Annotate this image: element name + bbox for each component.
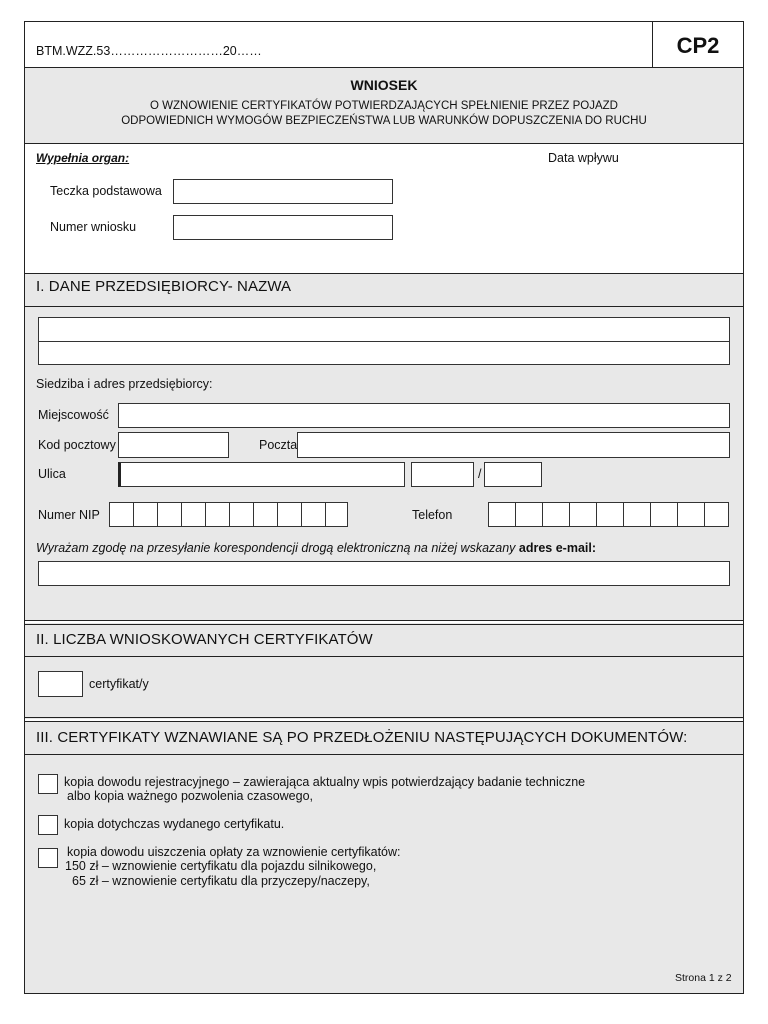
rule-sec2-end <box>24 717 744 718</box>
rule-sec3-start <box>24 721 744 722</box>
apartment-number-field[interactable] <box>484 462 542 487</box>
section2-heading: II. LICZBA WNIOSKOWANYCH CERTYFIKATÓW <box>36 631 373 648</box>
registration-copy-checkbox[interactable] <box>38 774 58 794</box>
postcode-label: Kod pocztowy <box>38 438 116 452</box>
previous-certificate-text: kopia dotychczas wydanego certyfikatu. <box>64 817 285 831</box>
nip-label: Numer NIP <box>38 508 100 522</box>
section1-heading: I. DANE PRZEDSIĘBIORCY- NAZWA <box>36 278 292 295</box>
ref-dots: ……………………… <box>110 44 223 58</box>
ref-year: 20…… <box>222 44 262 58</box>
rule-sec1-end <box>24 620 744 621</box>
city-field[interactable] <box>118 403 730 428</box>
file-field[interactable] <box>173 179 393 204</box>
payment-proof-text-2: 150 zł – wznowienie certyfikatu dla pojazdu silnikowego, <box>65 859 377 873</box>
payment-proof-checkbox[interactable] <box>38 848 58 868</box>
email-consent-text <box>36 541 596 555</box>
reference-number <box>36 44 262 58</box>
post-office-label: Poczta <box>259 438 298 452</box>
form-code: CP2 <box>676 33 720 58</box>
number-separator: / <box>478 467 482 481</box>
page-number: Strona 1 z 2 <box>675 972 732 984</box>
phone-label: Telefon <box>412 508 453 522</box>
certificate-count-suffix: certyfikat/y <box>89 677 149 691</box>
application-number-label: Numer wniosku <box>50 220 137 234</box>
email-consent-statement: Wyrażam zgodę na przesyłanie korespondencji drogą elektroniczną na niżej wskazany <box>36 541 516 555</box>
city-label: Miejscowość <box>38 408 109 422</box>
company-name-field-1[interactable] <box>38 317 730 342</box>
company-name-field-2[interactable] <box>38 341 730 365</box>
nip-field[interactable] <box>109 502 348 527</box>
rule-title <box>24 143 744 144</box>
date-received-label: Data wpływu <box>548 151 619 165</box>
rule-sec1-head <box>24 306 744 307</box>
post-office-field[interactable] <box>297 432 730 458</box>
payment-proof-text-1: kopia dowodu uiszczenia opłaty za wznowienie certyfikatów: <box>67 845 401 859</box>
email-consent-bold: adres e-mail: <box>518 541 597 555</box>
building-number-field[interactable] <box>411 462 474 487</box>
rule-office <box>24 273 744 274</box>
file-label: Teczka podstawowa <box>50 184 162 198</box>
rule-sec3-head <box>24 754 744 755</box>
ref-prefix: BTM.WZZ.53 <box>36 44 111 58</box>
form-subtitle-line2: ODPOWIEDNICH WYMOGÓW BEZPIECZEŃSTWA LUB WARUNKÓW DOPUSZCZENIA DO RUCHU <box>121 115 647 127</box>
rule-header <box>24 67 744 68</box>
form-subtitle-line1: O WZNOWIENIE CERTYFIKATÓW POTWIERDZAJĄCYCH SPEŁNIENIE PRZEZ POJAZD <box>150 100 618 112</box>
section3-heading: III. CERTYFIKATY WZNAWIANE SĄ PO PRZEDŁOŻENIU NASTĘPUJĄCYCH DOKUMENTÓW: <box>36 729 688 746</box>
street-field[interactable] <box>118 462 405 487</box>
email-field[interactable] <box>38 561 730 586</box>
phone-field[interactable] <box>488 502 729 527</box>
certificate-count-field[interactable] <box>38 671 83 697</box>
rule-sec2-head <box>24 656 744 657</box>
registration-copy-text-1: kopia dowodu rejestracyjnego – zawierająca aktualny wpis potwierdzający badanie techniczne <box>64 775 586 789</box>
application-number-field[interactable] <box>173 215 393 240</box>
office-label: Wypełnia organ: <box>36 151 130 165</box>
street-label: Ulica <box>38 467 66 481</box>
postcode-field[interactable] <box>118 432 229 458</box>
form-title: WNIOSEK <box>350 77 418 93</box>
previous-certificate-checkbox[interactable] <box>38 815 58 835</box>
address-heading: Siedziba i adres przedsiębiorcy: <box>36 377 213 391</box>
rule-sec2-start <box>24 624 744 625</box>
payment-proof-text-3: 65 zł – wznowienie certyfikatu dla przyczepy/naczepy, <box>72 874 370 888</box>
registration-copy-text-2: albo kopia ważnego pozwolenia czasowego, <box>67 789 313 803</box>
